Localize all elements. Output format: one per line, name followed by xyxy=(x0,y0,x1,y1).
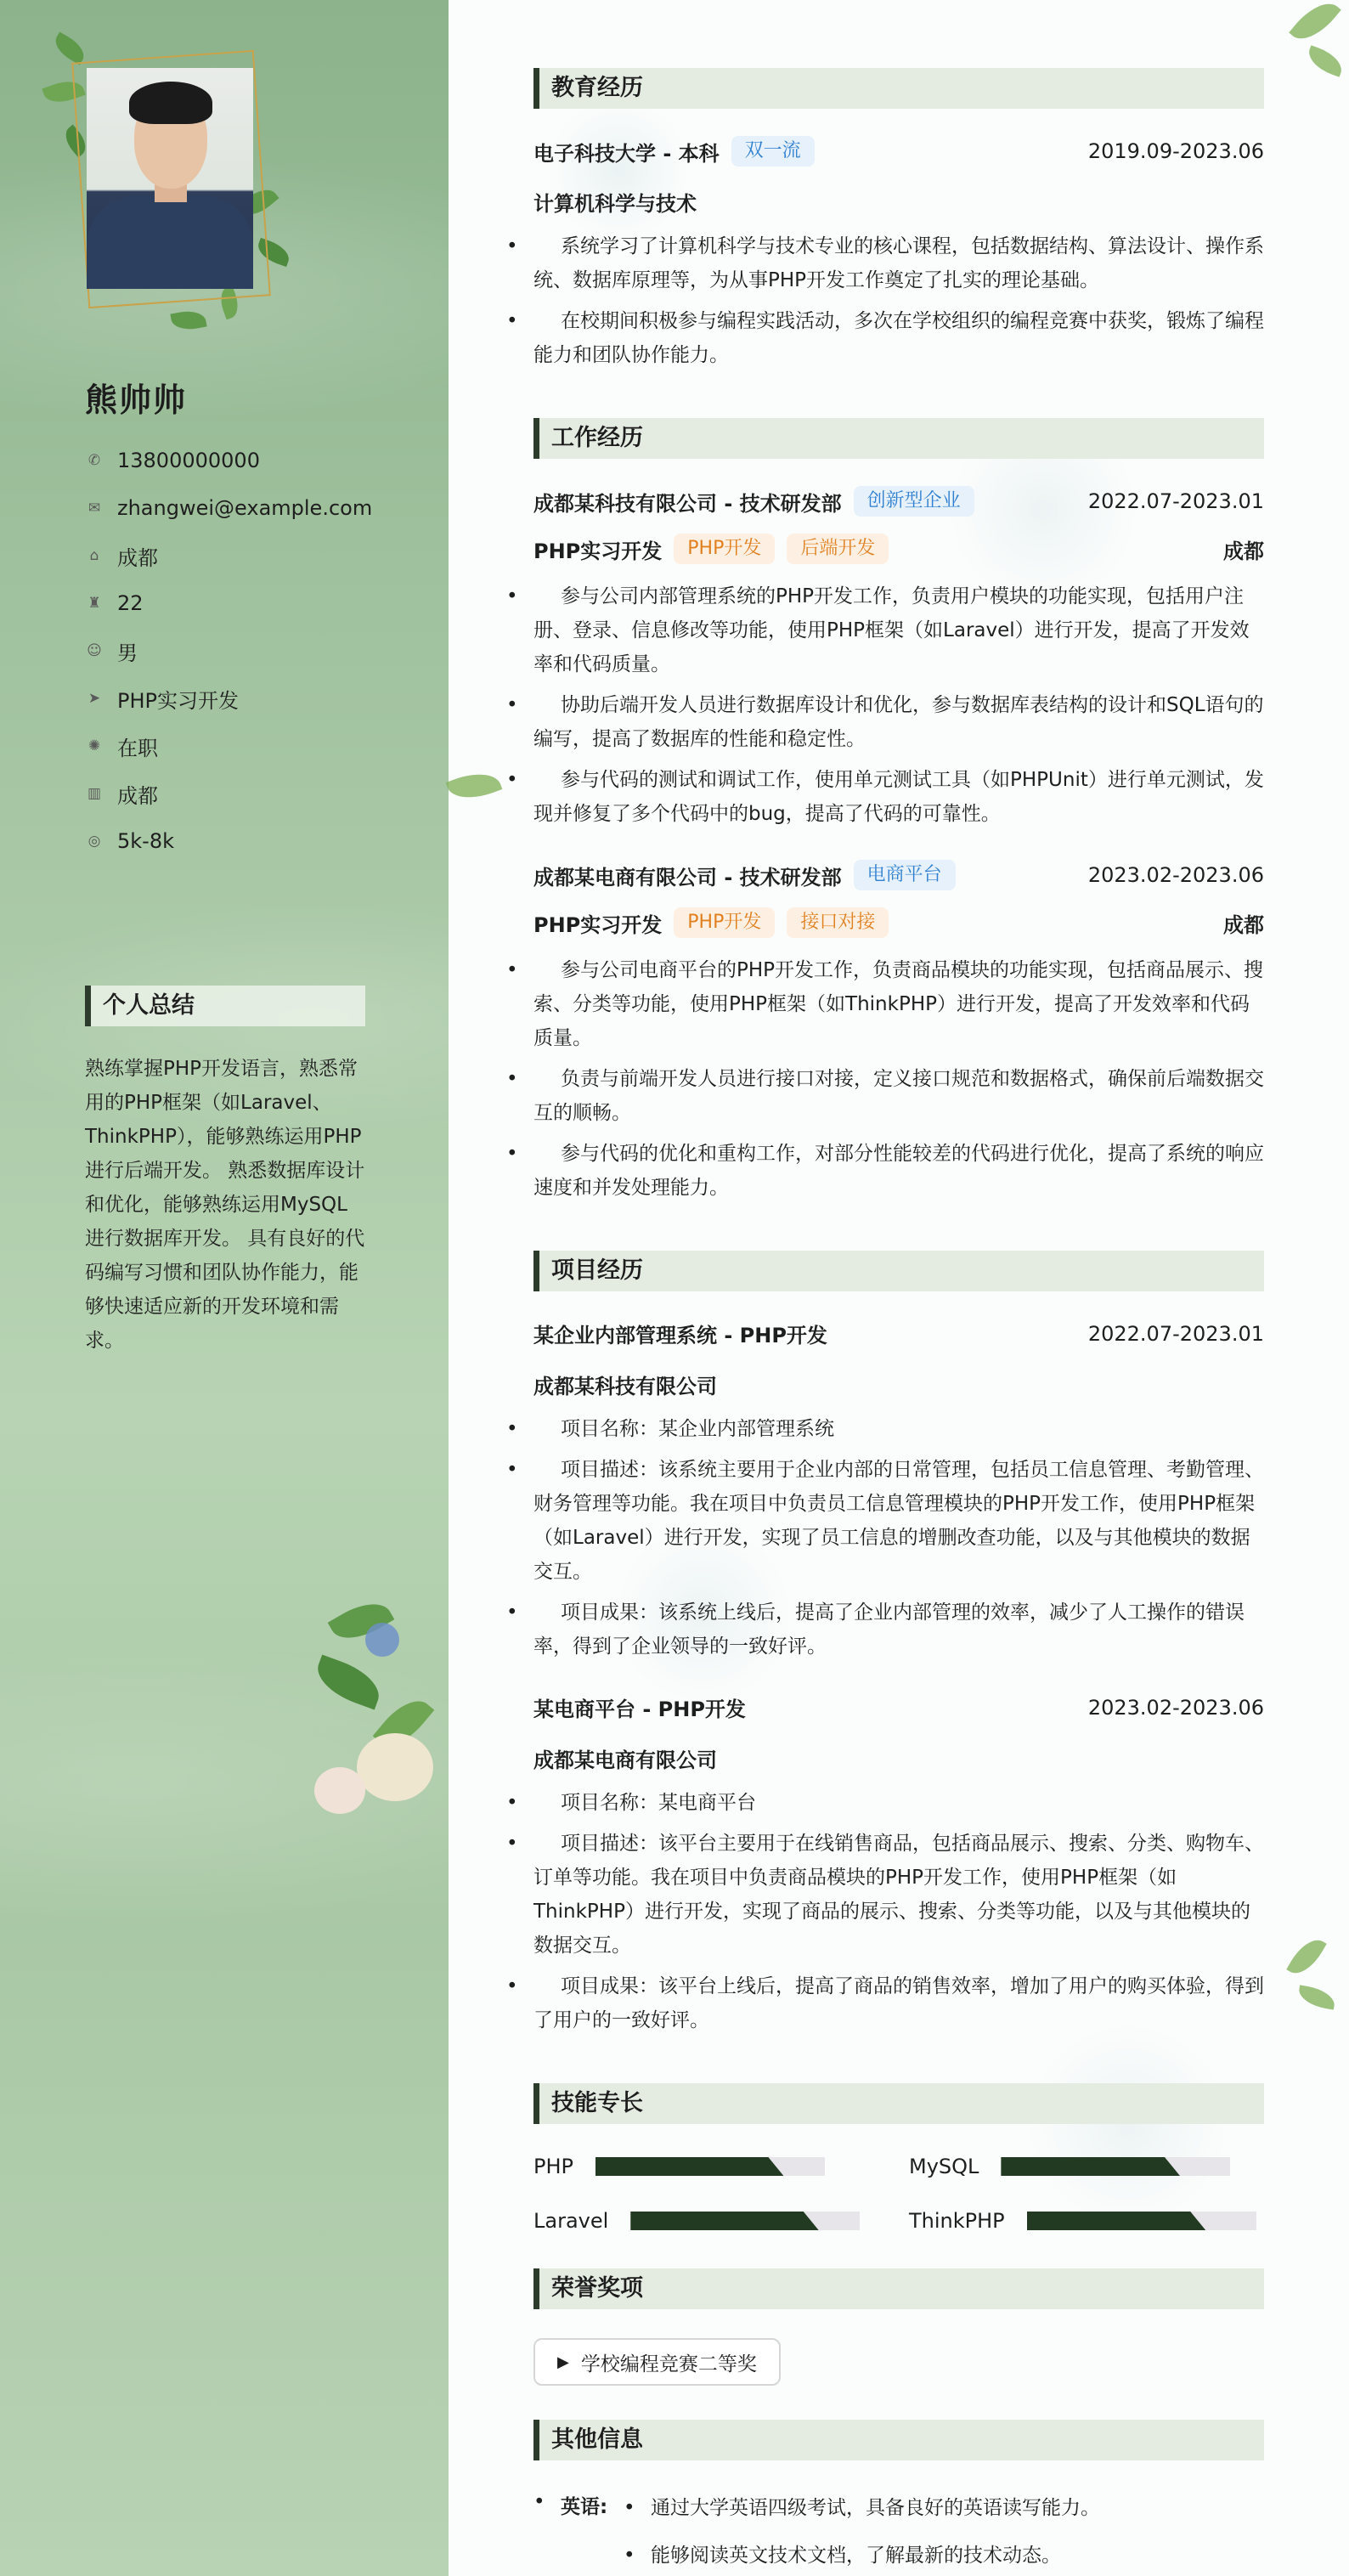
list-item: • 参与代码的优化和重构工作，对部分性能较差的代码进行优化，提高了系统的响应速度和并发处理能力。 xyxy=(533,1137,1264,1205)
skill-bar-fill xyxy=(1001,2157,1180,2176)
list-item: • 系统学习了计算机科学与技术专业的核心课程，包括数据结构、算法设计、操作系统、数据库原理等，为从事PHP开发工作奠定了扎实的理论基础。 xyxy=(533,229,1264,297)
avatar xyxy=(87,68,253,289)
building-icon: ▥ xyxy=(87,784,102,802)
info-city: ⌂ 成都 xyxy=(85,532,425,579)
list-item: • 项目描述：该系统主要用于企业内部的日常管理，包括员工信息管理、考勤管理、财务管理等功能。我在项目中负责员工信息管理模块的PHP开发工作，使用PHP框架（如Laravel）进行开发，实现了员工信息的增删改查功能，以及与其他模块的数据交互。 xyxy=(533,1453,1264,1589)
list-item: • 能够阅读英文技术文档，了解最新的技术动态。 xyxy=(646,2539,1240,2573)
age-icon: ♜ xyxy=(87,594,101,612)
contact-info-list xyxy=(85,437,425,865)
skill-bar-fill xyxy=(630,2212,818,2230)
company-tag: 创新型企业 xyxy=(854,486,974,517)
work-dates: 2022.07-2023.01 xyxy=(1087,489,1264,513)
skill-thinkphp xyxy=(909,2209,1256,2233)
info-job-intent: ➤ PHP实习开发 xyxy=(85,675,425,722)
info-email: ✉ zhangwei@example.com xyxy=(85,484,425,532)
salary-icon: ◎ xyxy=(87,832,101,850)
list-item: • 项目名称：某企业内部管理系统 xyxy=(533,1412,1264,1446)
project-1-bullets xyxy=(533,1412,1264,1670)
list-item: • 参与公司内部管理系统的PHP开发工作，负责用户模块的功能实现，包括用户注册、登录、信息修改等功能，使用PHP框架（如Laravel）进行开发，提高了开发效率和代码质量。 xyxy=(533,579,1264,681)
work-company: 成都某科技有限公司 - 技术研发部 xyxy=(533,491,842,516)
info-target-city: ▥ 成都 xyxy=(85,770,425,817)
send-icon: ➤ xyxy=(87,689,101,707)
list-item: • 协助后端开发人员进行数据库设计和优化，参与数据库表结构的设计和SQL语句的编写，提高了数据库的性能和稳定性。 xyxy=(533,688,1264,756)
list-item: • 参与公司电商平台的PHP开发工作，负责商品模块的功能实现，包括商品展示、搜索、分类等功能，使用PHP框架（如ThinkPHP）进行开发，提高了开发效率和代码质量。 xyxy=(533,953,1264,1055)
skill-php xyxy=(533,2155,825,2178)
education-major: 计算机科学与技术 xyxy=(533,192,697,216)
gender-icon: ☺ xyxy=(87,641,102,659)
skill-bar xyxy=(595,2157,825,2176)
list-item: • 负责与前端开发人员进行接口对接，定义接口规范和数据格式，确保前后端数据交互的顺畅。 xyxy=(533,1062,1264,1130)
skill-bar xyxy=(1027,2212,1256,2230)
skills-section-title: 技能专长 xyxy=(533,2083,1264,2124)
work-item-2-role xyxy=(533,907,1264,938)
work-location: 成都 xyxy=(1223,539,1264,563)
status-icon: ✺ xyxy=(87,737,101,754)
home-icon: ⌂ xyxy=(89,546,99,564)
project-2-bullets xyxy=(533,1786,1264,2044)
school-tag: 双一流 xyxy=(731,136,815,167)
project-company: 成都某科技有限公司 xyxy=(533,1375,717,1398)
work-dates: 2023.02-2023.06 xyxy=(1087,863,1264,887)
info-status: ✺ 在职 xyxy=(85,722,425,770)
list-item: • 项目名称：某电商平台 xyxy=(533,1786,1264,1820)
education-bullets xyxy=(533,229,1264,379)
role-tag: PHP开发 xyxy=(674,907,775,938)
main-content xyxy=(449,0,1349,2576)
role-tag: 后端开发 xyxy=(787,534,889,564)
project-name: 某企业内部管理系统 - PHP开发 xyxy=(533,1324,827,1347)
award-label: 学校编程竞赛二等奖 xyxy=(580,2353,757,2375)
flower-decoration xyxy=(297,1572,449,1852)
info-age: ♜ 22 xyxy=(85,579,425,627)
work-section-title: 工作经历 xyxy=(533,418,1264,459)
work-item-2-header xyxy=(533,860,1264,890)
company-tag: 电商平台 xyxy=(854,860,956,890)
candidate-name: 熊帅帅 xyxy=(85,381,188,419)
education-header xyxy=(533,136,1264,167)
summary-section-title: 个人总结 xyxy=(85,986,365,1026)
award-item-button[interactable] xyxy=(533,2338,781,2386)
info-salary: ◎ 5k-8k xyxy=(85,817,425,865)
mail-icon: ✉ xyxy=(87,499,101,517)
project-company: 成都某电商有限公司 xyxy=(533,1748,717,1772)
work-role: PHP实习开发 xyxy=(533,539,663,563)
work-company: 成都某电商有限公司 - 技术研发部 xyxy=(533,865,842,890)
info-phone: ✆ 13800000000 xyxy=(85,437,425,484)
skill-mysql xyxy=(909,2155,1230,2178)
other-list xyxy=(646,2491,1240,2576)
work-item-1-header xyxy=(533,486,1264,517)
work-item-2-bullets xyxy=(533,953,1264,1212)
school-name: 电子科技大学 - 本科 xyxy=(533,141,720,166)
sidebar xyxy=(0,0,449,2576)
work-item-1-role xyxy=(533,534,1264,564)
skill-laravel xyxy=(533,2209,860,2233)
skill-name: MySQL xyxy=(909,2155,979,2178)
role-tag: PHP开发 xyxy=(674,534,775,564)
project-dates: 2022.07-2023.01 xyxy=(1087,1321,1264,1346)
education-section-title: 教育经历 xyxy=(533,68,1264,109)
skill-name: Laravel xyxy=(533,2209,609,2233)
role-tag: 接口对接 xyxy=(787,907,889,938)
work-role: PHP实习开发 xyxy=(533,912,663,937)
project-name: 某电商平台 - PHP开发 xyxy=(533,1698,746,1721)
list-item: • 项目成果：该平台上线后，提高了商品的销售效率，增加了用户的购买体验，得到了用户的一致好评。 xyxy=(533,1969,1264,2037)
work-item-1-bullets xyxy=(533,579,1264,838)
project-1-header xyxy=(533,1319,1264,1348)
summary-text: 熟练掌握PHP开发语言，熟悉常用的PHP框架（如Laravel、ThinkPHP），能够熟练运用PHP进行后端开发。 熟悉数据库设计和优化，能够熟练运用MySQL进行数据库开发。 具有良好的代码编写习惯和团队协作能力，能够快速适应新的开发环境和需求。 xyxy=(85,1058,365,1352)
phone-icon: ✆ xyxy=(87,451,101,469)
list-item: • 参与代码的测试和调试工作，使用单元测试工具（如PHPUnit）进行单元测试，发现并修复了多个代码中的bug，提高了代码的可靠性。 xyxy=(533,763,1264,831)
awards-section-title: 荣誉奖项 xyxy=(533,2268,1264,2309)
skill-name: PHP xyxy=(533,2155,573,2178)
project-2-header xyxy=(533,1692,1264,1722)
skill-name: ThinkPHP xyxy=(909,2209,1005,2233)
list-item: • 在校期间积极参与编程实践活动，多次在学校组织的编程竞赛中获奖，锻炼了编程能力和团队协作能力。 xyxy=(533,304,1264,372)
list-item: • 项目描述：该平台主要用于在线销售商品，包括商品展示、搜索、分类、购物车、订单等功能。我在项目中负责商品模块的PHP开发工作，使用PHP框架（如ThinkPHP）进行开发，实现了商品的展示、搜索、分类等功能，以及与其他模块的数据交互。 xyxy=(533,1827,1264,1963)
other-section-title: 其他信息 xyxy=(533,2420,1264,2460)
skill-bar xyxy=(1001,2157,1230,2176)
project-dates: 2023.02-2023.06 xyxy=(1087,1695,1264,1720)
other-label: • 英语: xyxy=(561,2491,607,2519)
projects-section-title: 项目经历 xyxy=(533,1251,1264,1291)
work-location: 成都 xyxy=(1223,912,1264,937)
info-gender: ☺ 男 xyxy=(85,627,425,675)
profile-photo-area xyxy=(44,22,299,336)
education-dates: 2019.09-2023.06 xyxy=(1087,139,1264,163)
skill-bar-fill xyxy=(1027,2212,1206,2230)
list-item: • 项目成果：该系统上线后，提高了企业内部管理的效率，减少了人工操作的错误率，得到了企业领导的一致好评。 xyxy=(533,1596,1264,1664)
skill-bar xyxy=(630,2212,860,2230)
play-icon: ▶ xyxy=(557,2353,569,2371)
list-item: • 通过大学英语四级考试，具备良好的英语读写能力。 xyxy=(646,2491,1240,2525)
skill-bar-fill xyxy=(595,2157,783,2176)
